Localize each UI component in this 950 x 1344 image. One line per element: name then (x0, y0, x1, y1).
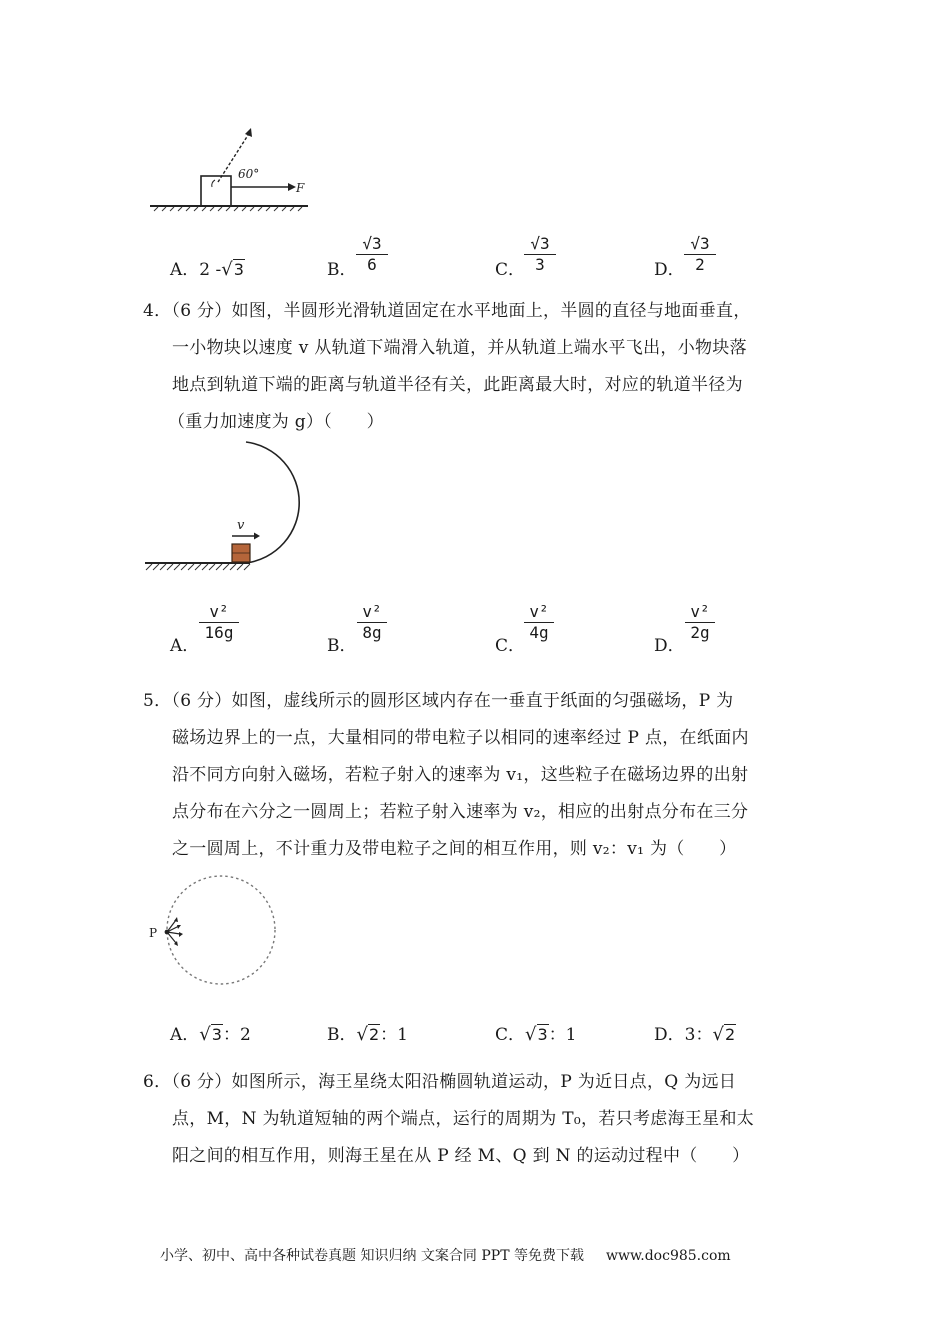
q3-option-c-letter[interactable]: C． (495, 260, 526, 280)
q5-figure (140, 870, 280, 990)
q5-line-5: 之一圆周上，不计重力及带电粒子之间的相互作用，则 v₂：v₁ 为（ ） (172, 839, 737, 859)
q6-line-3: 阳之间的相互作用，则海王星在从 P 经 M、Q 到 N 的运动过程中（ ） (172, 1146, 750, 1166)
q3-option-d-letter[interactable]: D． (654, 260, 685, 280)
q4-line-4: （重力加速度为 g）（ ） (168, 412, 384, 432)
q4-line-1: 4．（6 分）如图，半圆形光滑轨道固定在水平地面上，半圆的直径与地面垂直， (143, 301, 751, 321)
q4-option-a-fraction: $\frac{\text{v²}}{16g}$ (199, 602, 239, 643)
q4-line-2: 一小物块以速度 v 从轨道下端滑入轨道，并从轨道上端水平飞出，小物块落 (172, 338, 747, 358)
q4-option-c-fraction: $\frac{\text{v²}}{4g}$ (524, 602, 554, 643)
q5-line-3: 沿不同方向射入磁场，若粒子射入的速率为 v₁，这些粒子在磁场边界的出射 (172, 765, 749, 785)
q3-figure (140, 120, 320, 220)
q3-option-d-fraction: $\frac{√3}{2}$ (684, 234, 716, 275)
q5-option-a[interactable]: A．√3：2 (170, 1024, 251, 1045)
page-footer (160, 1245, 731, 1265)
q5-line-2: 磁场边界上的一点，大量相同的带电粒子以相同的速率经过 P 点，在纸面内 (172, 728, 749, 748)
q4-option-a-letter[interactable]: A． (170, 636, 200, 656)
footer-url[interactable]: www.doc985.com (605, 1248, 731, 1264)
footer-text: 小学、初中、高中各种试卷真题 知识归纳 文案合同 PPT 等免费下载 (160, 1248, 584, 1264)
q4-option-c-letter[interactable]: C． (495, 636, 526, 656)
q3-option-c-fraction: $\frac{√3}{3}$ (524, 234, 556, 275)
q4-line-3: 地点到轨道下端的距离与轨道半径有关，此距离最大时，对应的轨道半径为 (172, 375, 743, 395)
point-p-label: P (149, 926, 158, 940)
force-label: F (296, 181, 305, 195)
q4-option-d-fraction: $\frac{\text{v²}}{2g}$ (685, 602, 715, 643)
q3-option-a[interactable]: A．2 -√3 (170, 259, 244, 280)
q3-option-b-fraction: $\frac{√3}{6}$ (356, 234, 388, 275)
q3-option-b-letter[interactable]: B． (327, 260, 357, 280)
block (201, 176, 231, 206)
q6-line-2: 点，M，N 为轨道短轴的两个端点，运行的周期为 T₀，若只考虑海王星和太 (172, 1109, 755, 1129)
q4-option-b-letter[interactable]: B． (327, 636, 357, 656)
q4-option-d-letter[interactable]: D． (654, 636, 685, 656)
q4-figure (140, 440, 330, 580)
angle-label: 60° (238, 167, 260, 181)
q5-option-d[interactable]: D．3：√2 (654, 1024, 736, 1045)
q6-line-1: 6．（6 分）如图所示，海王星绕太阳沿椭圆轨道运动，P 为近日点，Q 为远日 (143, 1072, 737, 1092)
q5-option-c[interactable]: C．√3：1 (495, 1024, 577, 1045)
q5-line-1: 5．（6 分）如图，虚线所示的圆形区域内存在一垂直于纸面的匀强磁场，P 为 (143, 691, 734, 711)
q5-option-b[interactable]: B．√2：1 (327, 1024, 408, 1045)
q5-line-4: 点分布在六分之一圆周上；若粒子射入速率为 v₂，相应的出射点分布在三分 (172, 802, 749, 822)
q4-option-b-fraction: $\frac{\text{v²}}{8g}$ (357, 602, 387, 643)
velocity-label: v (237, 518, 245, 533)
